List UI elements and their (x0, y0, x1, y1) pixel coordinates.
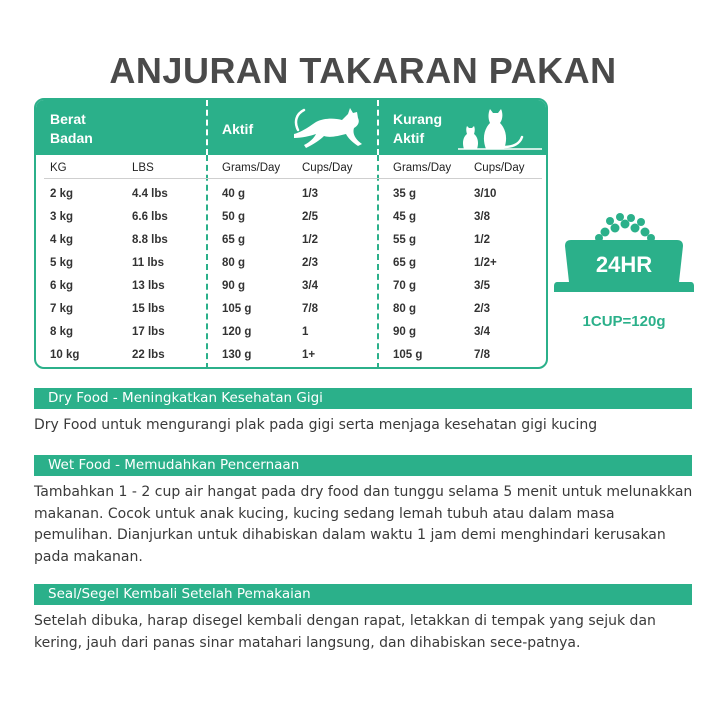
subheader-underline (44, 178, 542, 179)
subheader-kurang-cups: Cups/Day (474, 162, 525, 174)
subheader-lbs: LBS (132, 162, 154, 174)
cell-kurang-cups: 3/10 (474, 188, 497, 200)
cell-kurang-grams: 55 g (393, 234, 417, 246)
cell-aktif-cups: 1/2 (302, 234, 318, 246)
cell-kg: 6 kg (50, 280, 74, 292)
header-divider-2 (377, 100, 379, 155)
section-heading-wet-food: Wet Food - Memudahkan Pencernaan (34, 455, 692, 476)
running-cat-icon (290, 104, 366, 152)
cell-aktif-grams: 65 g (222, 234, 246, 246)
subheader-kurang-grams: Grams/Day (393, 162, 452, 174)
column-divider-2 (377, 155, 379, 369)
cell-kurang-cups: 3/4 (474, 326, 490, 338)
cell-aktif-grams: 80 g (222, 257, 246, 269)
cell-kurang-cups: 3/5 (474, 280, 490, 292)
cell-kg: 7 kg (50, 303, 74, 315)
feeding-table (34, 98, 548, 369)
cell-kg: 2 kg (50, 188, 74, 200)
cell-lbs: 15 lbs (132, 303, 165, 315)
cell-kg: 5 kg (50, 257, 74, 269)
cup-note: 1CUP=120g (582, 313, 666, 330)
cell-aktif-cups: 2/5 (302, 211, 318, 223)
section-heading-seal: Seal/Segel Kembali Setelah Pemakaian (34, 584, 692, 605)
cell-kurang-cups: 1/2+ (474, 257, 497, 269)
cell-lbs: 13 lbs (132, 280, 165, 292)
cell-lbs: 22 lbs (132, 349, 165, 361)
cell-kg: 4 kg (50, 234, 74, 246)
cell-lbs: 11 lbs (132, 257, 164, 269)
cell-aktif-cups: 1 (302, 326, 309, 338)
section-heading-dry-food: Dry Food - Meningkatkan Kesehatan Gigi (34, 388, 692, 409)
cell-kurang-cups: 1/2 (474, 234, 490, 246)
cell-kurang-grams: 45 g (393, 211, 417, 223)
header-berat-line2: Badan (50, 130, 93, 146)
cell-lbs: 17 lbs (132, 326, 165, 338)
page-title: ANJURAN TAKARAN PAKAN (109, 50, 617, 91)
cell-kg: 3 kg (50, 211, 74, 223)
cell-aktif-cups: 2/3 (302, 257, 318, 269)
subheader-aktif-grams: Grams/Day (222, 162, 281, 174)
sitting-cats-icon (456, 103, 546, 153)
bowl-label: 24HR (595, 252, 653, 277)
cell-aktif-grams: 50 g (222, 211, 246, 223)
header-berat-line1: Berat (50, 111, 86, 127)
cell-lbs: 6.6 lbs (132, 211, 168, 223)
header-divider-1 (206, 100, 208, 155)
cell-aktif-grams: 120 g (222, 326, 252, 338)
subheader-kg: KG (50, 162, 67, 174)
cell-kurang-grams: 65 g (393, 257, 417, 269)
section-body-seal: Setelah dibuka, harap disegel kembali dengan rapat, letakkan di tempak yang sejuk dan kering, jauh dari panas sinar matahari langsung, dan dihabiskan sece-patnya. (34, 613, 656, 651)
cell-kg: 10 kg (50, 349, 80, 361)
cell-aktif-grams: 105 g (222, 303, 252, 315)
cell-kurang-grams: 90 g (393, 326, 417, 338)
cell-aktif-cups: 7/8 (302, 303, 318, 315)
cell-kg: 8 kg (50, 326, 74, 338)
cell-kurang-cups: 3/8 (474, 211, 490, 223)
section-body-dry-food: Dry Food untuk mengurangi plak pada gigi serta menjaga kesehatan gigi kucing (34, 417, 598, 433)
cell-kurang-grams: 70 g (393, 280, 417, 292)
cell-kurang-grams: 35 g (393, 188, 417, 200)
cell-aktif-grams: 90 g (222, 280, 246, 292)
header-kurang-line2: Aktif (393, 130, 425, 146)
cell-lbs: 4.4 lbs (132, 188, 168, 200)
cell-aktif-cups: 3/4 (302, 280, 318, 292)
cell-aktif-grams: 40 g (222, 188, 246, 200)
cell-kurang-grams: 105 g (393, 349, 423, 361)
cell-kurang-cups: 2/3 (474, 303, 490, 315)
cell-kurang-grams: 80 g (393, 303, 417, 315)
section-body-wet-food: Tambahkan 1 - 2 cup air hangat pada dry food dan tunggu selama 5 menit untuk melunakkan makanan. Cocok untuk anak kucing, kucing sedang lemah tubuh atau dalam masa pemulihan. Dianjurkan untuk dihabiskan dalam waktu 1 jam demi menghindari kerusakan pada makanan. (34, 484, 693, 565)
subheader-aktif-cups: Cups/Day (302, 162, 353, 174)
cell-aktif-cups: 1+ (302, 349, 316, 361)
cell-kurang-cups: 7/8 (474, 349, 490, 361)
cell-aktif-cups: 1/3 (302, 188, 318, 200)
column-divider-1 (206, 155, 208, 369)
header-aktif: Aktif (222, 121, 254, 137)
cell-aktif-grams: 130 g (222, 349, 252, 361)
header-kurang-line1: Kurang (393, 111, 442, 127)
cell-lbs: 8.8 lbs (132, 234, 168, 246)
table-header (36, 100, 546, 155)
